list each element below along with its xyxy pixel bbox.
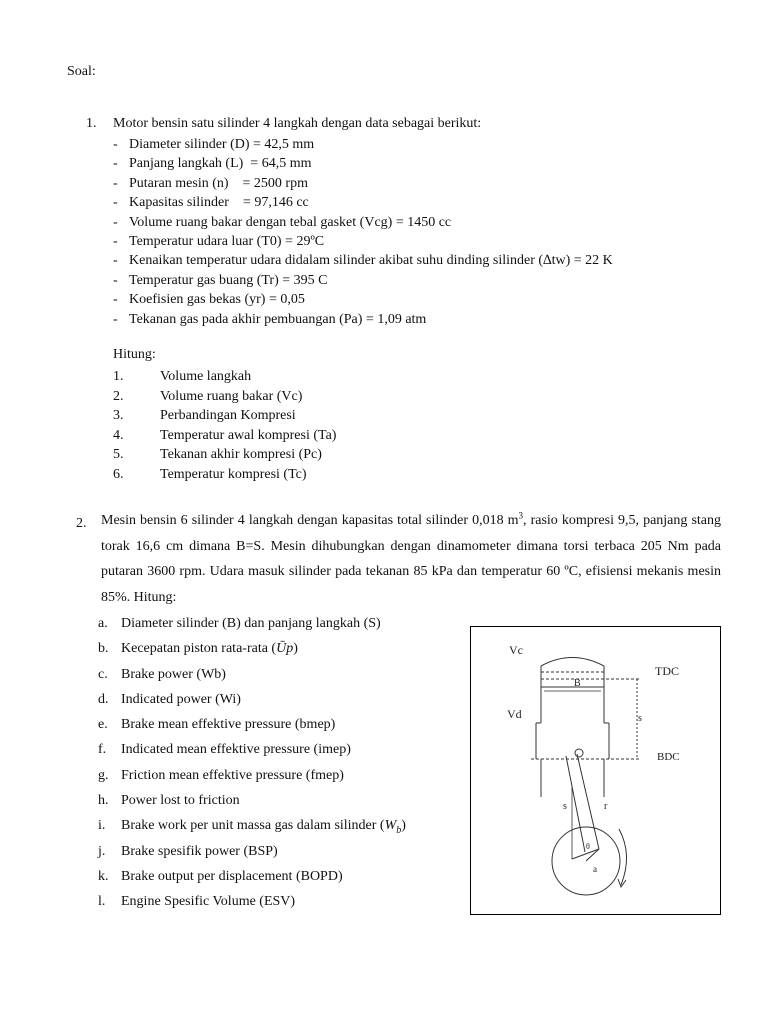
hitung-number: 2.	[113, 388, 124, 404]
item-text: Friction mean effektive pressure (fmep)	[121, 767, 344, 783]
q1-data-list	[113, 135, 613, 329]
item-letter: b.	[98, 641, 109, 657]
label-s-right: s	[638, 713, 642, 724]
cylinder-head-curve	[541, 658, 604, 667]
label-r: r	[604, 801, 608, 812]
item-letter: j.	[98, 843, 106, 859]
item-text: Engine Spesific Volume (ESV)	[121, 894, 296, 910]
q1-data-text: Temperatur udara luar (T0) = 29ºC	[129, 233, 325, 249]
q2-paragraph	[101, 508, 721, 610]
hitung-number: 6.	[113, 466, 124, 482]
q1-data-text: Tekanan gas pada akhir pembuangan (Pa) = 1,09 atm	[129, 311, 427, 327]
q2-item	[98, 611, 406, 636]
label-bdc: BDC	[657, 751, 680, 763]
hitung-text: Temperatur kompresi (Tc)	[160, 466, 307, 482]
item-symbol: W	[384, 818, 397, 834]
q1-intro: Motor bensin satu silinder 4 langkah dengan data sebagai berikut:	[113, 116, 482, 131]
item-text: Brake output per displacement (BOPD)	[121, 868, 343, 884]
q2-item	[98, 763, 406, 788]
bullet-dash: -	[113, 311, 118, 327]
bullet-dash: -	[113, 292, 118, 308]
item-letter: f.	[98, 742, 107, 758]
hitung-number: 3.	[113, 408, 124, 424]
piston-crank-diagram	[471, 627, 722, 916]
bullet-dash: -	[113, 233, 118, 249]
hitung-number: 5.	[113, 447, 124, 463]
bullet-dash: -	[113, 214, 118, 230]
q1-data-text: Volume ruang bakar dengan tebal gasket (Vcg) = 1450 cc	[129, 214, 452, 230]
item-letter: e.	[98, 717, 108, 733]
bullet-dash: -	[113, 253, 118, 269]
q1-data-item	[113, 135, 613, 154]
q1-data-item	[113, 154, 613, 173]
item-letter: d.	[98, 691, 109, 707]
q2-item	[98, 813, 406, 838]
q1-data-item	[113, 232, 613, 251]
rod-edge-left	[566, 756, 585, 852]
q1-data-text: Kapasitas silinder = 97,146 cc	[129, 195, 309, 211]
q1-data-text: Kenaikan temperatur udara didalam silinder akibat suhu dinding silinder (∆tw) = 22 K	[129, 253, 613, 269]
q1-data-text: Putaran mesin (n) = 2500 rpm	[129, 175, 308, 191]
q1-data-text: Koefisien gas bekas (yr) = 0,05	[129, 292, 305, 308]
item-subscript: b	[396, 825, 402, 837]
item-text: Diameter silinder (B) dan panjang langkah (S)	[121, 616, 381, 631]
item-close: )	[293, 641, 298, 657]
q1-hitung-item	[113, 445, 336, 465]
label-theta: θ	[586, 842, 590, 851]
q2-item-list	[98, 611, 406, 915]
item-symbol: Ūp	[276, 641, 294, 657]
q2-item	[98, 712, 406, 737]
item-text: Brake spesifik power (BSP)	[121, 843, 278, 859]
q1-hitung-item	[113, 465, 336, 485]
q1-data-text: Panjang langkah (L) = 64,5 mm	[129, 156, 312, 172]
item-letter: a.	[98, 616, 108, 631]
hitung-text: Volume ruang bakar (Vc)	[160, 388, 303, 404]
q1-hitung-item	[113, 426, 336, 446]
hitung-text: Perbandingan Kompresi	[160, 408, 296, 424]
q2-item	[98, 687, 406, 712]
q1-data-item	[113, 193, 613, 212]
q1-data-item	[113, 271, 613, 290]
item-text: Indicated power (Wi)	[121, 691, 241, 707]
q1-hitung-item	[113, 387, 336, 407]
engine-diagram	[470, 626, 721, 915]
q2-number: 2.	[76, 516, 87, 531]
q1-data-text: Temperatur gas buang (Tr) = 395 C	[129, 272, 328, 288]
q1-data-item	[113, 251, 613, 270]
item-text: Power lost to friction	[121, 793, 240, 809]
q2-item	[98, 788, 406, 813]
hitung-text: Volume langkah	[160, 369, 252, 384]
bullet-dash: -	[113, 195, 118, 211]
hitung-text: Temperatur awal kompresi (Ta)	[160, 427, 337, 443]
item-text: Brake mean effektive pressure (bmep)	[121, 717, 336, 733]
item-text: Kecepatan piston rata-rata (	[121, 641, 277, 657]
item-text: Brake work per unit massa gas dalam silinder (	[121, 818, 385, 834]
q1-data-item	[113, 213, 613, 232]
q2-item	[98, 737, 406, 762]
q2-item	[98, 662, 406, 687]
label-vd: Vd	[507, 707, 522, 721]
item-letter: k.	[98, 868, 109, 884]
item-text: Brake power (Wb)	[121, 666, 226, 682]
q2-para-sup: 3	[518, 510, 524, 521]
hitung-number: 4.	[113, 427, 124, 443]
label-tdc: TDC	[655, 664, 679, 678]
hitung-text: Tekanan akhir kompresi (Pc)	[160, 447, 322, 463]
wrist-pin	[575, 749, 583, 757]
q2-para-part1: Mesin bensin 6 silinder 4 langkah dengan kapasitas total silinder 0,018 m	[101, 513, 519, 528]
item-letter: i.	[98, 818, 106, 834]
label-a: a	[593, 864, 597, 874]
q2-item	[98, 864, 406, 889]
q1-hitung-item	[113, 367, 336, 387]
q2-para-part2: , rasio kompresi 9,5, panjang stang torak 16,6 cm dimana B=S. Mesin dihubungkan dengan dinamometer dimana torsi terbaca 205 Nm pada putaran 3600 rpm. Udara masuk silinder pada tekanan 85 kPa dan temperatur 60 ºC, efisiensi mekanis mesin 85%. Hitung:	[101, 513, 722, 605]
item-letter: l.	[98, 894, 106, 910]
label-vc: Vc	[509, 643, 523, 657]
rod-edge-right	[577, 754, 599, 849]
q1-data-item	[113, 310, 613, 329]
item-letter: h.	[98, 793, 109, 809]
label-s-left: s	[563, 801, 567, 812]
item-text: Indicated mean effektive pressure (imep)	[121, 742, 351, 758]
q2-item	[98, 636, 406, 661]
label-b: B	[574, 678, 581, 689]
q1-data-item	[113, 290, 613, 309]
bullet-dash: -	[113, 156, 118, 172]
q1-number: 1.	[86, 116, 97, 131]
hitung-number: 1.	[113, 369, 124, 384]
page-heading: Soal:	[67, 64, 96, 79]
bullet-dash: -	[113, 175, 118, 191]
q2-item	[98, 839, 406, 864]
item-letter: c.	[98, 666, 108, 682]
q1-hitung-item	[113, 406, 336, 426]
item-letter: g.	[98, 767, 109, 783]
item-close: )	[401, 818, 406, 834]
q1-data-item	[113, 174, 613, 193]
bullet-dash: -	[113, 137, 118, 152]
q1-hitung-list	[113, 367, 336, 485]
q1-hitung-label: Hitung:	[113, 347, 156, 362]
q1-data-text: Diameter silinder (D) = 42,5 mm	[129, 137, 315, 152]
q2-item	[98, 889, 406, 914]
bullet-dash: -	[113, 272, 118, 288]
